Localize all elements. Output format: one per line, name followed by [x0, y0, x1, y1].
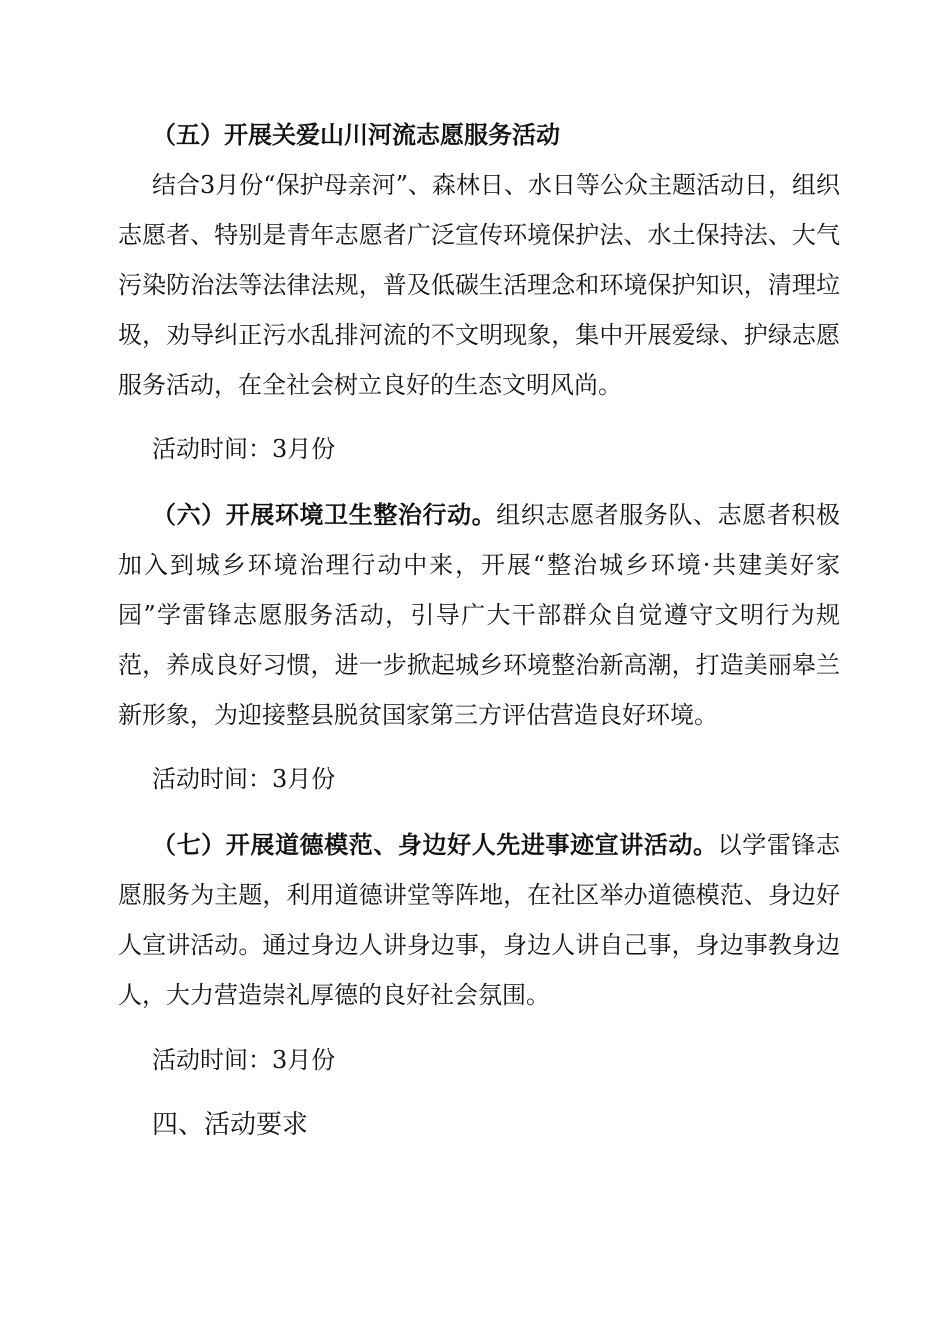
part-4-heading: 四、活动要求	[152, 1110, 309, 1140]
section-5-body: 结合3月份“保护母亲河”、森林日、水日等公众主题活动日，组织志愿者、特别是青年志愿者广泛宣传环境保护法、水土保持法、大气污染防治法等法律法规，普及低碳生活理念和环境保护知识，清理垃圾，劝导纠正污水乱排河流的不文明现象，集中开展爱绿、护绿志愿服务活动，在全社会树立良好的生态文明风尚。	[118, 171, 840, 399]
section-6-paragraph	[118, 490, 840, 740]
section-6-lead: （六）开展环境卫生整治行动。	[152, 500, 497, 529]
section-5-time: 活动时间：3月份	[152, 435, 336, 463]
section-7-paragraph	[118, 820, 840, 1020]
section-7-lead: （七）开展道德模范、身边好人先进事迹宣讲活动。	[152, 830, 718, 859]
section-7-body: 以学雷锋志愿服务为主题，利用道德讲堂等阵地，在社区举办道德模范、身边好人宣讲活动。通过身边人讲身边事，身边人讲自己事，身边事教身边人，大力营造崇礼厚德的良好社会氛围。	[118, 831, 841, 1009]
section-5-heading: （五）开展关爱山川河流志愿服务活动	[152, 120, 560, 149]
section-6-time: 活动时间：3月份	[152, 765, 336, 793]
section-6-body: 组织志愿者服务队、志愿者积极加入到城乡环境治理行动中来，开展“整治城乡环境·共建美好家园”学雷锋志愿服务活动，引导广大干部群众自觉遵守文明行为规范，养成良好习惯，进一步掀起城乡环境整治新高潮，打造美丽皋兰新形象，为迎接整县脱贫国家第三方评估营造良好环境。	[118, 501, 840, 729]
section-7-time: 活动时间：3月份	[152, 1046, 336, 1074]
